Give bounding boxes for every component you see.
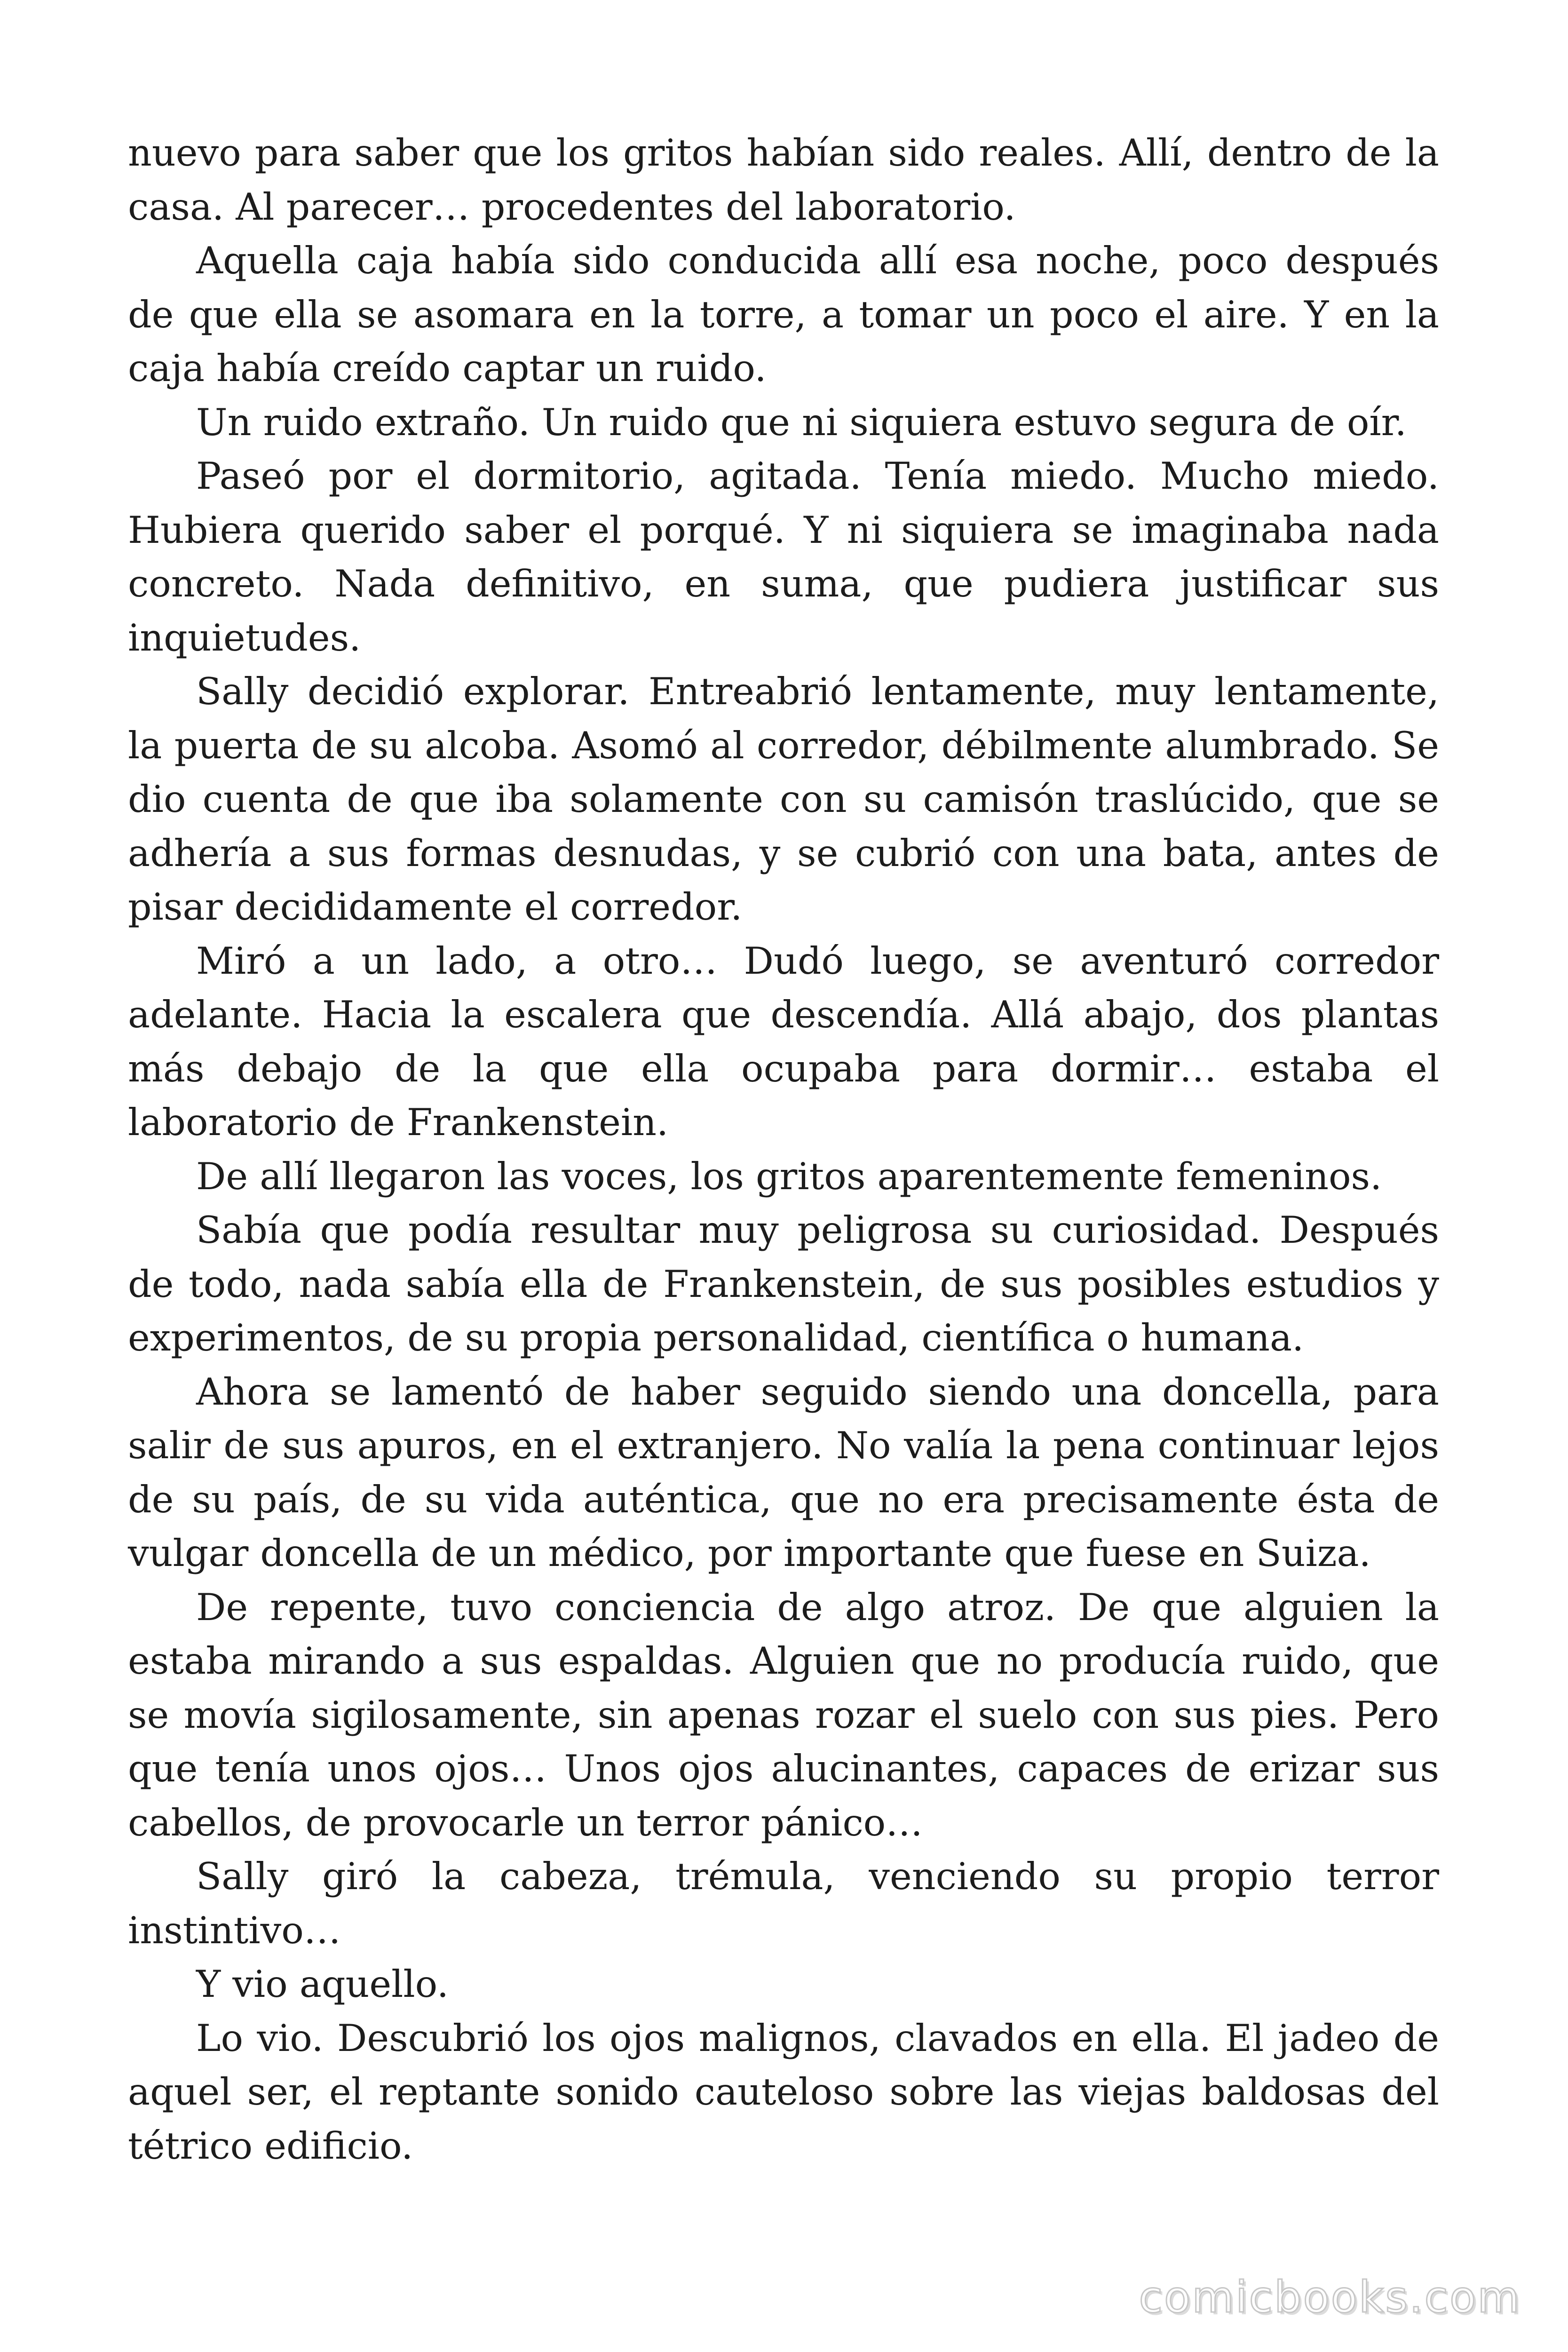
page-body: [128, 126, 1439, 2173]
paragraph-11: Sally giró la cabeza, trémula, venciendo su propio terror instintivo…: [128, 1855, 1439, 1952]
paragraph-10: De repente, tuvo conciencia de algo atroz. De que alguien la estaba mirando a sus espaldas. Alguien que no producía ruido, que se movía sigilosamente, sin apenas rozar el suelo con sus pies. Pero que tenía unos ojos… Unos ojos alucinantes, capaces de erizar sus cabellos, de provocarle un terror pánico…: [128, 1585, 1439, 1844]
watermark: comicbooks.com: [1139, 2272, 1521, 2322]
paragraph-5: Sally decidió explorar. Entreabrió lentamente, muy lentamente, la puerta de su alcoba. Asomó al corredor, débilmente alumbrado. Se dio cuenta de que iba solamente con su camisón traslúcido, que se adhería a sus formas desnudas, y se cubrió con una bata, antes de pisar decididamente el corredor.: [128, 670, 1439, 929]
paragraph-13: Lo vio. Descubrió los ojos malignos, clavados en ella. El jadeo de aquel ser, el reptante sonido cauteloso sobre las viejas baldosas del tétrico edificio.: [128, 2016, 1439, 2168]
paragraph-9: Ahora se lamentó de haber seguido siendo una doncella, para salir de sus apuros, en el extranjero. No valía la pena continuar lejos de su país, de su vida auténtica, que no era precisamente ésta de vulgar doncella de un médico, por importante que fuese en Suiza.: [128, 1370, 1439, 1575]
paragraph-8: Sabía que podía resultar muy peligrosa su curiosidad. Después de todo, nada sabía ella de Frankenstein, de sus posibles estudios y experimentos, de su propia personalidad, científica o humana.: [128, 1208, 1439, 1359]
paragraph-4: Paseó por el dormitorio, agitada. Tenía miedo. Mucho miedo. Hubiera querido saber el porqué. Y ni siquiera se imaginaba nada concreto. Nada definitivo, en suma, que pudiera justificar sus inquietudes.: [128, 454, 1439, 660]
paragraph-2: Aquella caja había sido conducida allí esa noche, poco después de que ella se asomara en la torre, a tomar un poco el aire. Y en la caja había creído captar un ruido.: [128, 239, 1439, 390]
paragraph-3: Un ruido extraño. Un ruido que ni siquiera estuvo segura de oír.: [196, 400, 1407, 444]
paragraph-12: Y vio aquello.: [196, 1963, 449, 2006]
paragraph-7: De allí llegaron las voces, los gritos aparentemente femeninos.: [196, 1154, 1382, 1198]
paragraph-6: Miró a un lado, a otro… Dudó luego, se aventuró corredor adelante. Hacia la escalera que descendía. Allá abajo, dos plantas más debajo de la que ella ocupaba para dormir… estaba el laboratorio de Frankenstein.: [128, 939, 1439, 1144]
paragraph-1: nuevo para saber que los gritos habían sido reales. Allí, dentro de la casa. Al parecer… procedentes del laboratorio.: [128, 131, 1439, 229]
